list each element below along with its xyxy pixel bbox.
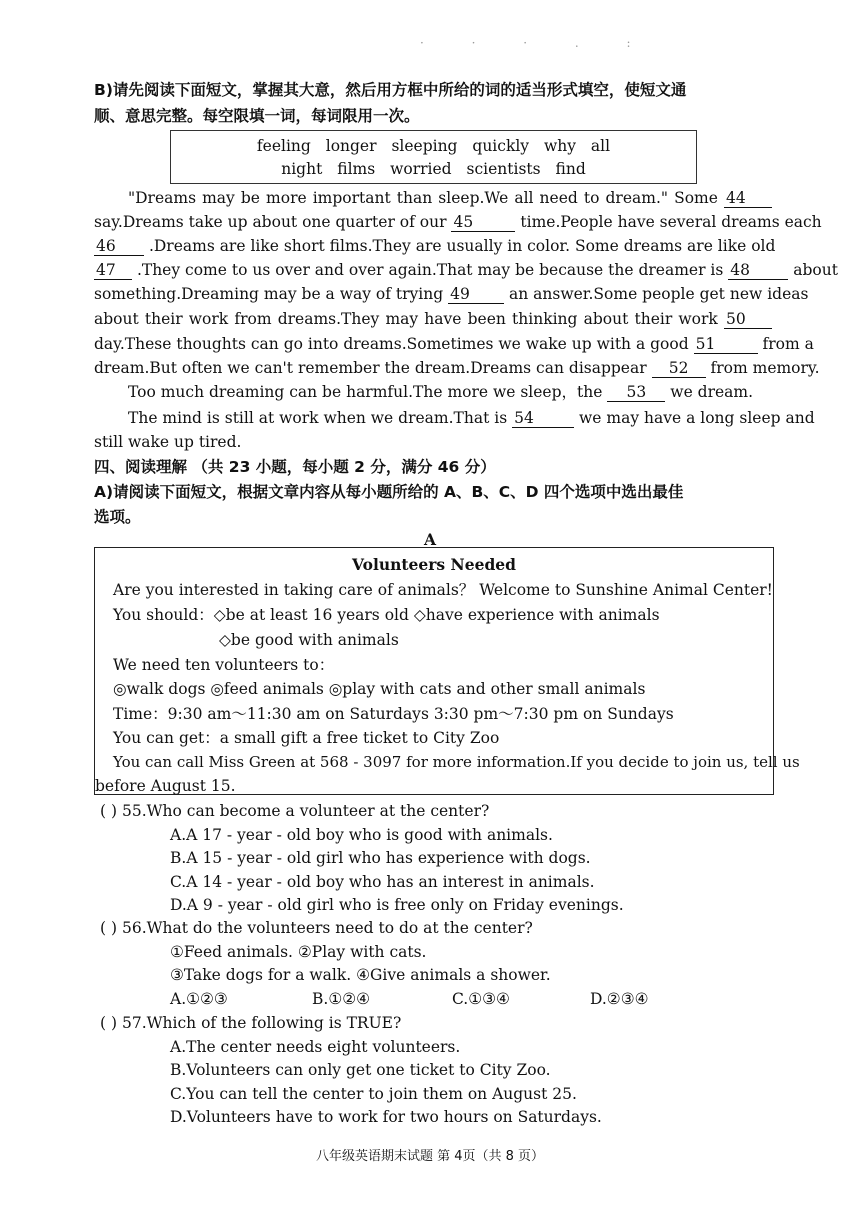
passage-line-4 <box>94 260 838 280</box>
option-56-c: C.①③④ <box>452 990 510 1008</box>
option-55-c: C.A 14 - year - old boy who has an interest in animals. <box>170 873 595 891</box>
blank-48: 48 <box>728 262 788 280</box>
blank-51: 51 <box>694 336 758 354</box>
question-stem: 56.What do the volunteers need to do at the center? <box>121 919 533 937</box>
option-57-a: A.The center needs eight volunteers. <box>170 1038 461 1056</box>
ad-line-6: Time：9:30 am～11:30 am on Saturdays 3:30 pm～7:30 pm on Sundays <box>113 705 674 723</box>
option-55-a: A.A 17 - year - old boy who is good with animals. <box>170 826 553 844</box>
option-55-d: D.A 9 - year - old girl who is free only on Friday evenings. <box>170 896 624 914</box>
header-marks: · · · . : <box>420 36 653 50</box>
word-box-row2: night films worried scientists find <box>281 160 586 178</box>
blank-45: 45 <box>451 214 515 232</box>
ad-line-1: Are you interested in taking care of animals？ Welcome to Sunshine Animal Center! <box>113 581 773 599</box>
passage-text: Too much dreaming can be harmful.The more we sleep，the <box>128 383 603 401</box>
word-box <box>170 130 697 184</box>
blank-52: 52 <box>652 360 706 378</box>
question-stem: 57.Which of the following is TRUE? <box>121 1014 402 1032</box>
passage-text: we may have a long sleep and <box>579 409 815 427</box>
section-4-title: 四、阅读理解 （共 23 小题，每小题 2 分，满分 46 分） <box>94 458 496 476</box>
question-stem: 55.Who can become a volunteer at the center? <box>121 802 490 820</box>
option-57-d: D.Volunteers have to work for two hours on Saturdays. <box>170 1108 602 1126</box>
option-56-a: A.①②③ <box>170 990 228 1008</box>
section-b-title-line1: B)请先阅读下面短文，掌握其大意，然后用方框中所给的词的适当形式填空，使短文通 <box>94 81 687 99</box>
passage-text: something.Dreaming may be a way of trying <box>94 285 444 303</box>
ad-line-2: You should：◇be at least 16 years old ◇have experience with animals <box>113 606 660 624</box>
passage-line-1 <box>128 188 772 208</box>
passage-text: we dream. <box>670 383 754 401</box>
passage-text: an answer.Some people get new ideas <box>509 285 809 303</box>
passage-text: The mind is still at work when we dream.That is <box>128 409 508 427</box>
passage-text: about <box>793 261 838 279</box>
option-57-b: B.Volunteers can only get one ticket to City Zoo. <box>170 1061 551 1079</box>
ad-line-3: ◇be good with animals <box>219 631 399 649</box>
blank-49: 49 <box>448 286 504 304</box>
passage-label: A <box>423 530 437 549</box>
passage-text: "Dreams may be more important than sleep.We all need to dream." Some <box>128 189 718 207</box>
passage-text: say.Dreams take up about one quarter of our <box>94 213 447 231</box>
passage-line-6 <box>94 309 772 329</box>
blank-47: 47 <box>94 262 132 280</box>
ad-title: Volunteers Needed <box>352 555 516 574</box>
passage-text: day.These thoughts can go into dreams.Sometimes we wake up with a good <box>94 335 689 353</box>
answer-paren[interactable]: ( ) <box>100 919 118 937</box>
ad-line-4: We need ten volunteers to： <box>113 656 335 674</box>
blank-46: 46 <box>94 238 144 256</box>
passage-text: time.People have several dreams each <box>520 213 822 231</box>
ad-line-5: ◎walk dogs ◎feed animals ◎play with cats and other small animals <box>113 680 646 698</box>
page-footer: 八年级英语期末试题 第 4页（共 8 页） <box>315 1149 545 1164</box>
passage-text: .They come to us over and over again.That may be because the dreamer is <box>136 261 724 279</box>
question-57 <box>100 1013 401 1033</box>
blank-54: 54 <box>512 410 574 428</box>
passage-text: from a <box>762 335 814 353</box>
ad-line-8: You can call Miss Green at 568 - 3097 for more information.If you decide to join us, tell us <box>113 753 800 771</box>
section-4-subtitle-line1: A)请阅读下面短文，根据文章内容从每小题所给的 A、B、C、D 四个选项中选出最佳 <box>94 483 684 501</box>
passage-para2 <box>128 382 753 402</box>
items-56-row1: ①Feed animals. ②Play with cats. <box>170 943 427 961</box>
section-b-title-line2: 顺、意思完整。每空限填一词，每词限用一次。 <box>94 107 420 125</box>
word-box-row1: feeling longer sleeping quickly why all <box>256 137 611 155</box>
blank-53: 53 <box>607 384 665 402</box>
passage-line-3 <box>94 236 776 256</box>
question-55 <box>100 801 489 821</box>
passage-text: about their work from dreams.They may have been thinking about their work <box>94 310 718 328</box>
answer-paren[interactable]: ( ) <box>100 802 118 820</box>
section-4-subtitle-line2: 选项。 <box>94 508 141 526</box>
blank-44: 44 <box>724 190 772 208</box>
passage-line-5 <box>94 284 809 304</box>
question-56 <box>100 918 533 938</box>
option-55-b: B.A 15 - year - old girl who has experience with dogs. <box>170 849 591 867</box>
passage-para3-line2: still wake up tired. <box>94 433 242 451</box>
passage-text: .Dreams are like short films.They are usually in color. Some dreams are like old <box>148 237 776 255</box>
volunteer-ad <box>94 547 800 795</box>
passage-text: from memory. <box>710 359 820 377</box>
items-56-row2: ③Take dogs for a walk. ④Give animals a shower. <box>170 966 551 984</box>
ad-line-7: You can get：a small gift a free ticket to City Zoo <box>113 729 500 747</box>
passage-text: dream.But often we can't remember the dream.Dreams can disappear <box>94 359 647 377</box>
passage-para3-line1 <box>128 408 815 428</box>
answer-paren[interactable]: ( ) <box>100 1014 118 1032</box>
option-57-c: C.You can tell the center to join them on August 25. <box>170 1085 577 1103</box>
passage-line-2 <box>94 212 822 232</box>
option-56-d: D.②③④ <box>590 990 649 1008</box>
passage-line-8 <box>94 358 820 378</box>
blank-50: 50 <box>724 311 772 329</box>
passage-line-7 <box>94 334 814 354</box>
option-56-b: B.①②④ <box>312 990 371 1008</box>
ad-line-9: before August 15. <box>95 777 236 795</box>
